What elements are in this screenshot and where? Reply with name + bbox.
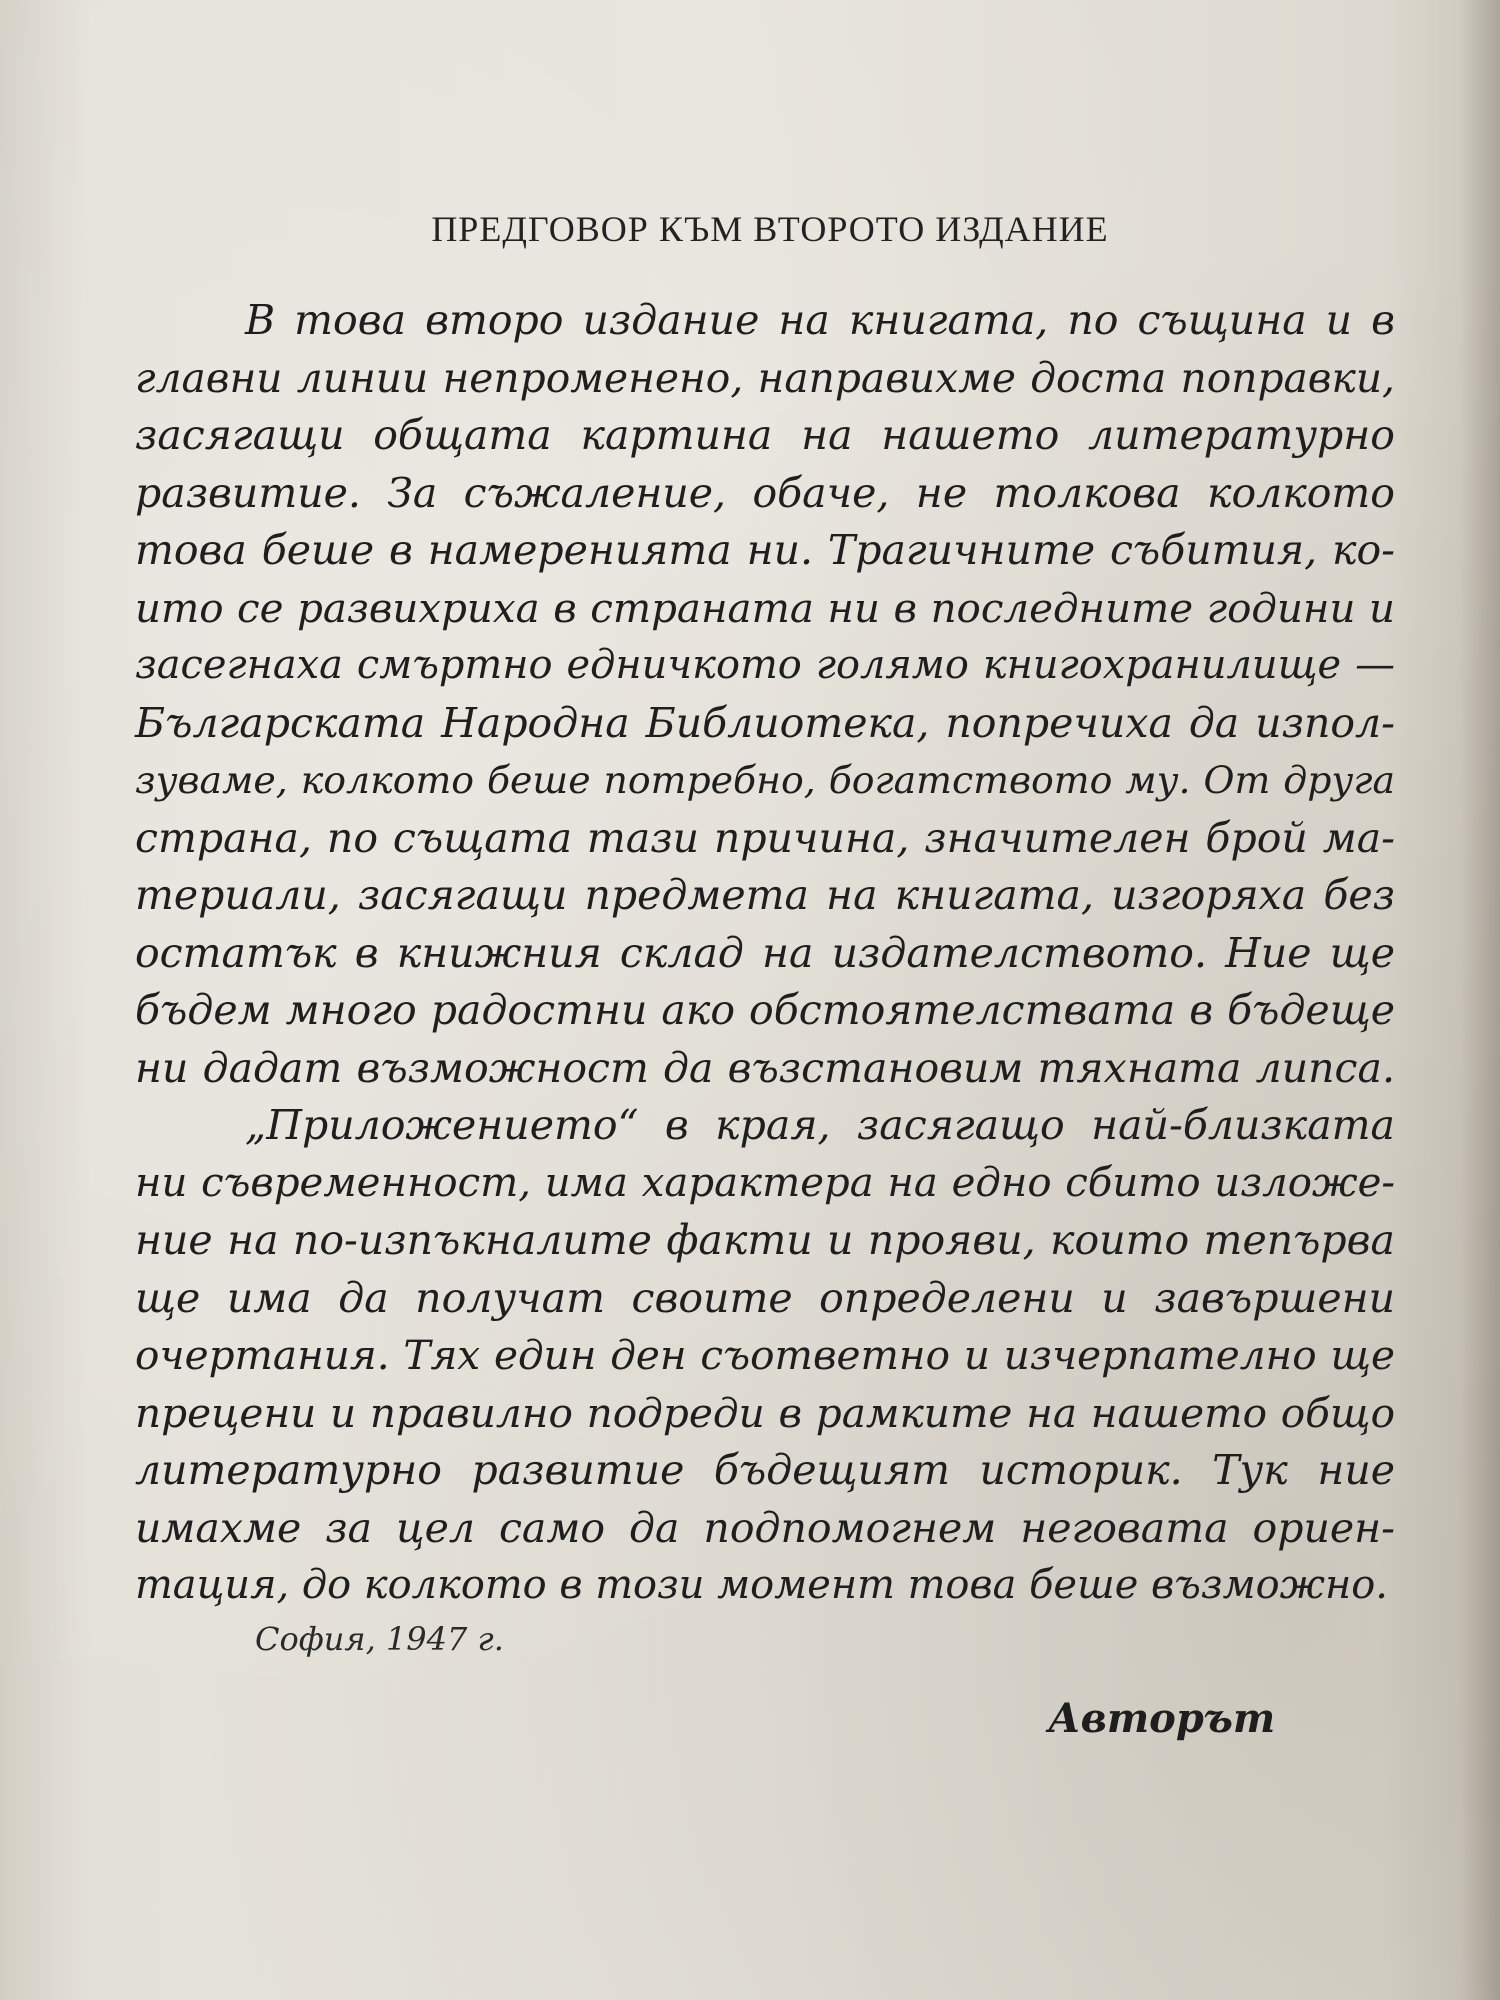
text-line: засягащи общата картина на нашето литературно (135, 411, 1395, 459)
text-line: бъдем много радостни ако обстоятелствата в бъдеще (135, 986, 1395, 1034)
text-line: тация, до колкото в този момент това беше възможно. (135, 1562, 1388, 1608)
page-edge-shadow (1460, 0, 1500, 2000)
text-line: засегнаха смъртно едничкото голямо книгохранилище — (135, 642, 1395, 688)
text-line: Българската Народна Библиотека, попречиха да изпол- (135, 698, 1395, 747)
author-signature: Авторът (1048, 1695, 1276, 1742)
text-line: имахме за цел само да подпомогнем неговата ориен- (135, 1503, 1395, 1552)
text-line: това беше в намеренията ни. Трагичните събития, ко- (135, 526, 1395, 574)
text-line: ито се развихриха в страната ни в последните години и (135, 584, 1395, 632)
text-line: „Приложението“ в края, засягащо най-близката (245, 1101, 1395, 1149)
text-line: ни дадат възможност да възстановим тяхната липса. (135, 1043, 1395, 1092)
text-line: литературно развитие бъдещият историк. Тук ние (135, 1446, 1395, 1494)
place-date: София, 1947 г. (255, 1620, 504, 1658)
text-line: страна, по същата тази причина, значителен брой ма- (135, 813, 1395, 862)
text-line: ни съвременност, има характера на едно сбито изложе- (135, 1159, 1395, 1206)
text-line: В това второ издание на книгата, по същина и в (245, 296, 1395, 344)
preface-body (135, 292, 1395, 1615)
text-line: ние на по-изпъкналите факти и прояви, които тепърва (135, 1216, 1395, 1264)
text-line: очертания. Тях един ден съответно и изчерпателно ще (135, 1331, 1395, 1379)
text-line: териали, засягащи предмета на книгата, изгоряха без (135, 871, 1395, 919)
text-line: прецени и правилно подреди в рамките на нашето общо (135, 1388, 1395, 1437)
preface-heading: ПРЕДГОВОР КЪМ ВТОРОТО ИЗДАНИЕ (431, 209, 1109, 249)
text-line: главни линии непроменено, направихме доста поправки, (135, 353, 1395, 402)
text-line: ще има да получат своите определени и завършени (135, 1273, 1395, 1322)
text-line: зуваме, колкото беше потребно, богатството му. От друга (135, 758, 1395, 802)
text-line: остатък в книжния склад на издателството. Ние ще (135, 928, 1395, 977)
text-line: развитие. За съжаление, обаче, не толкова колкото (135, 468, 1395, 517)
